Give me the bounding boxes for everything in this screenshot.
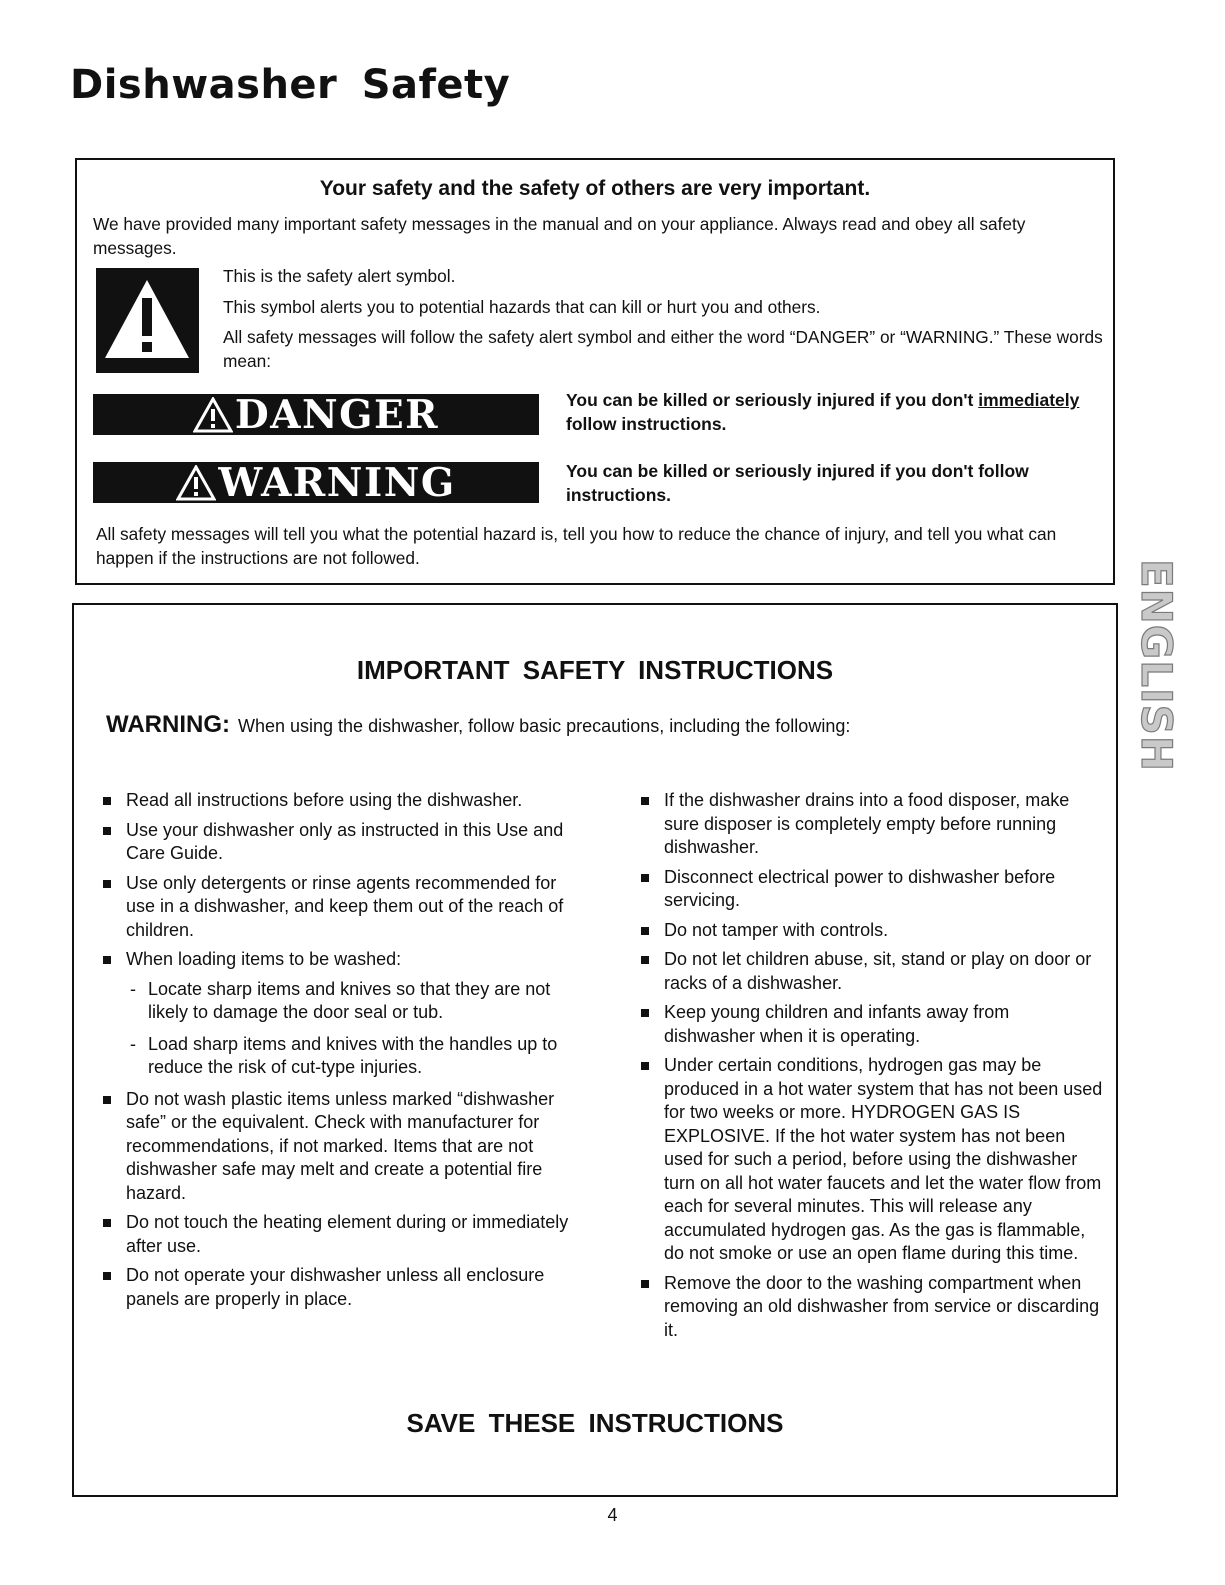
warning-banner bbox=[93, 459, 539, 506]
list-item: Remove the door to the washing compartment when removing an old dishwasher from service or discarding it. bbox=[628, 1272, 1104, 1343]
alert-symbol-line3: All safety messages will follow the safety alert symbol and either the word “DANGER” or “WARNING.” These words mean: bbox=[223, 327, 1103, 371]
list-item: When loading items to be washed: bbox=[90, 948, 590, 972]
important-safety-instructions-box bbox=[72, 603, 1118, 1497]
list-item: Under certain conditions, hydrogen gas may be produced in a hot water system that has not been used for two weeks or more. HYDROGEN GAS IS EXPLOSIVE. If the hot water system has not been used for such a period, before using the dishwasher turn on all hot water faucets and let the water flow from each for several minutes. This will release any accumulated hydrogen gas. As the gas is flammable, do not smoke or use an open flame during this time. bbox=[628, 1054, 1104, 1266]
list-item: Keep young children and infants away from dishwasher when it is operating. bbox=[628, 1001, 1104, 1048]
left-instruction-list bbox=[90, 789, 590, 1317]
page-title: Dishwasher Safety bbox=[70, 62, 511, 108]
bullet-square-icon bbox=[103, 956, 111, 964]
bullet-square-icon bbox=[103, 1272, 111, 1280]
list-item: Use only detergents or rinse agents recommended for use in a dishwasher, and keep them out of the reach of children. bbox=[90, 872, 590, 943]
danger-alert-icon bbox=[193, 397, 233, 433]
right-instruction-list bbox=[628, 789, 1104, 1348]
list-item: Do not let children abuse, sit, stand or play on door or racks of a dishwasher. bbox=[628, 948, 1104, 995]
safety-intro: We have provided many important safety messages in the manual and on your appliance. Always read and obey all safety messages. bbox=[93, 214, 1026, 258]
warning-description: You can be killed or seriously injured if you don't follow instructions. bbox=[566, 461, 1029, 505]
safety-message-box bbox=[75, 158, 1115, 585]
list-item: Read all instructions before using the dishwasher. bbox=[90, 789, 590, 813]
bullet-square-icon bbox=[641, 1009, 649, 1017]
alert-symbol-line1: This is the safety alert symbol. bbox=[223, 266, 456, 286]
list-item: Use your dishwasher only as instructed in this Use and Care Guide. bbox=[90, 819, 590, 866]
sub-list-item: - Load sharp items and knives with the handles up to reduce the risk of cut-type injuries. bbox=[130, 1033, 558, 1077]
bullet-square-icon bbox=[103, 1096, 111, 1104]
bullet-square-icon bbox=[103, 827, 111, 835]
list-item: If the dishwasher drains into a food disposer, make sure disposer is completely empty before running dishwasher. bbox=[628, 789, 1104, 860]
danger-label: DANGER bbox=[234, 391, 440, 438]
bullet-square-icon bbox=[641, 1280, 649, 1288]
bullet-square-icon bbox=[103, 797, 111, 805]
language-tab-label: ENGLISH bbox=[1132, 558, 1182, 772]
bullet-square-icon bbox=[641, 797, 649, 805]
warning-text: When using the dishwasher, follow basic precautions, including the following: bbox=[237, 716, 851, 736]
list-item: Do not wash plastic items unless marked “dishwasher safe” or the equivalent. Check with manufacturer for recommendations, if not marked. Items that are not dishwasher safe may melt and create a potential fire hazard. bbox=[90, 1088, 590, 1206]
page-number: 4 bbox=[607, 1505, 618, 1525]
list-item: Do not operate your dishwasher unless all enclosure panels are properly in place. bbox=[90, 1264, 590, 1311]
danger-description: You can be killed or seriously injured if you don't immediately follow instructions. bbox=[566, 390, 1080, 434]
danger-banner bbox=[93, 391, 539, 438]
danger-emphasis: immediately bbox=[978, 390, 1080, 410]
language-tab bbox=[1126, 558, 1188, 772]
save-instructions-title: SAVE THESE INSTRUCTIONS bbox=[406, 1408, 784, 1438]
bullet-square-icon bbox=[641, 956, 649, 964]
warning-word: WARNING: bbox=[106, 711, 230, 738]
safety-alert-triangle-icon bbox=[96, 268, 199, 373]
list-item: Do not touch the heating element during or immediately after use. bbox=[90, 1211, 590, 1258]
bullet-square-icon bbox=[103, 1219, 111, 1227]
bullet-square-icon bbox=[641, 1062, 649, 1070]
list-item: Do not tamper with controls. bbox=[628, 919, 1104, 943]
list-item: Disconnect electrical power to dishwasher before servicing. bbox=[628, 866, 1104, 913]
warning-label: WARNING bbox=[218, 459, 456, 506]
bullet-square-icon bbox=[641, 927, 649, 935]
warning-alert-icon bbox=[176, 465, 216, 501]
instructions-title: IMPORTANT SAFETY INSTRUCTIONS bbox=[356, 655, 834, 685]
safety-footer: All safety messages will tell you what the potential hazard is, tell you how to reduce the chance of injury, and tell you what can happen if the instructions are not followed. bbox=[96, 524, 1057, 568]
bullet-square-icon bbox=[103, 880, 111, 888]
safety-heading: Your safety and the safety of others are very important. bbox=[319, 177, 871, 200]
instructions-warning bbox=[106, 711, 1086, 739]
alert-symbol-line2: This symbol alerts you to potential hazards that can kill or hurt you and others. bbox=[223, 297, 821, 317]
sub-list-item: - Locate sharp items and knives so that they are not likely to damage the door seal or tub. bbox=[130, 978, 551, 1022]
bullet-square-icon bbox=[641, 874, 649, 882]
